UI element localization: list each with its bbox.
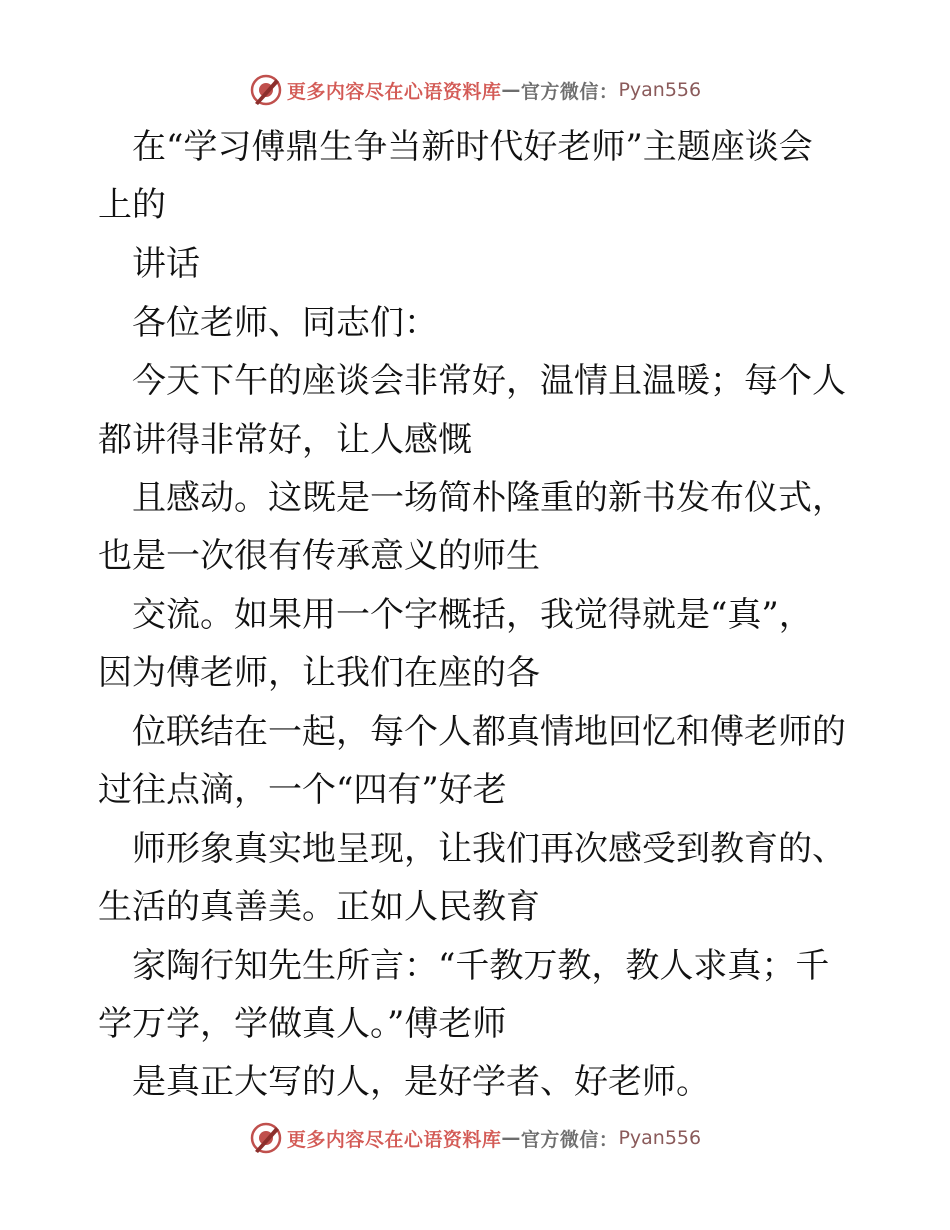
banner-wechat-id: Pyan556 — [618, 79, 702, 101]
banner-wechat-id: Pyan556 — [618, 1127, 702, 1149]
text-line: 学万学，学做真人。”傅老师 — [98, 1004, 507, 1044]
text-line: 也是一次很有传承意义的师生 — [98, 536, 540, 576]
header-banner — [0, 70, 950, 110]
pen-logo-icon — [249, 73, 283, 107]
banner-wechat-label: 官方微信： — [520, 1128, 619, 1151]
banner-main-text: 更多内容尽在心语资料库 — [286, 1128, 502, 1151]
text-line: 都讲得非常好，让人感慨 — [98, 420, 472, 460]
text-line: 家陶行知先生所言：“千教万教，教人求真；千 — [98, 946, 830, 986]
text-line: 讲话 — [98, 244, 200, 284]
text-line: 上的 — [98, 185, 166, 225]
text-line: 今天下午的座谈会非常好，温情且温暖；每个人 — [98, 361, 846, 401]
text-line: 交流。如果用一个字概括，我觉得就是“真”， — [98, 595, 813, 635]
pen-logo-icon — [249, 1121, 283, 1155]
banner-main-text: 更多内容尽在心语资料库 — [286, 80, 502, 103]
text-line: 是真正大写的人，是好学者、好老师。 — [98, 1062, 710, 1102]
text-line: 因为傅老师，让我们在座的各 — [98, 653, 540, 693]
text-line: 过往点滴，一个“四有”好老 — [98, 770, 507, 810]
text-line: 师形象真实地呈现，让我们再次感受到教育的、 — [98, 829, 846, 869]
text-line: 在“学习傅鼎生争当新时代好老师”主题座谈会 — [98, 127, 813, 167]
footer-banner — [0, 1118, 950, 1158]
text-line: 各位老师、同志们： — [98, 303, 438, 343]
text-line: 生活的真善美。正如人民教育 — [98, 887, 540, 927]
banner-dash: — — [501, 1127, 521, 1149]
banner-dash: — — [501, 79, 521, 101]
text-line: 位联结在一起，每个人都真情地回忆和傅老师的 — [98, 712, 846, 752]
text-line: 且感动。这既是一场简朴隆重的新书发布仪式， — [98, 478, 846, 518]
banner-wechat-label: 官方微信： — [520, 80, 619, 103]
